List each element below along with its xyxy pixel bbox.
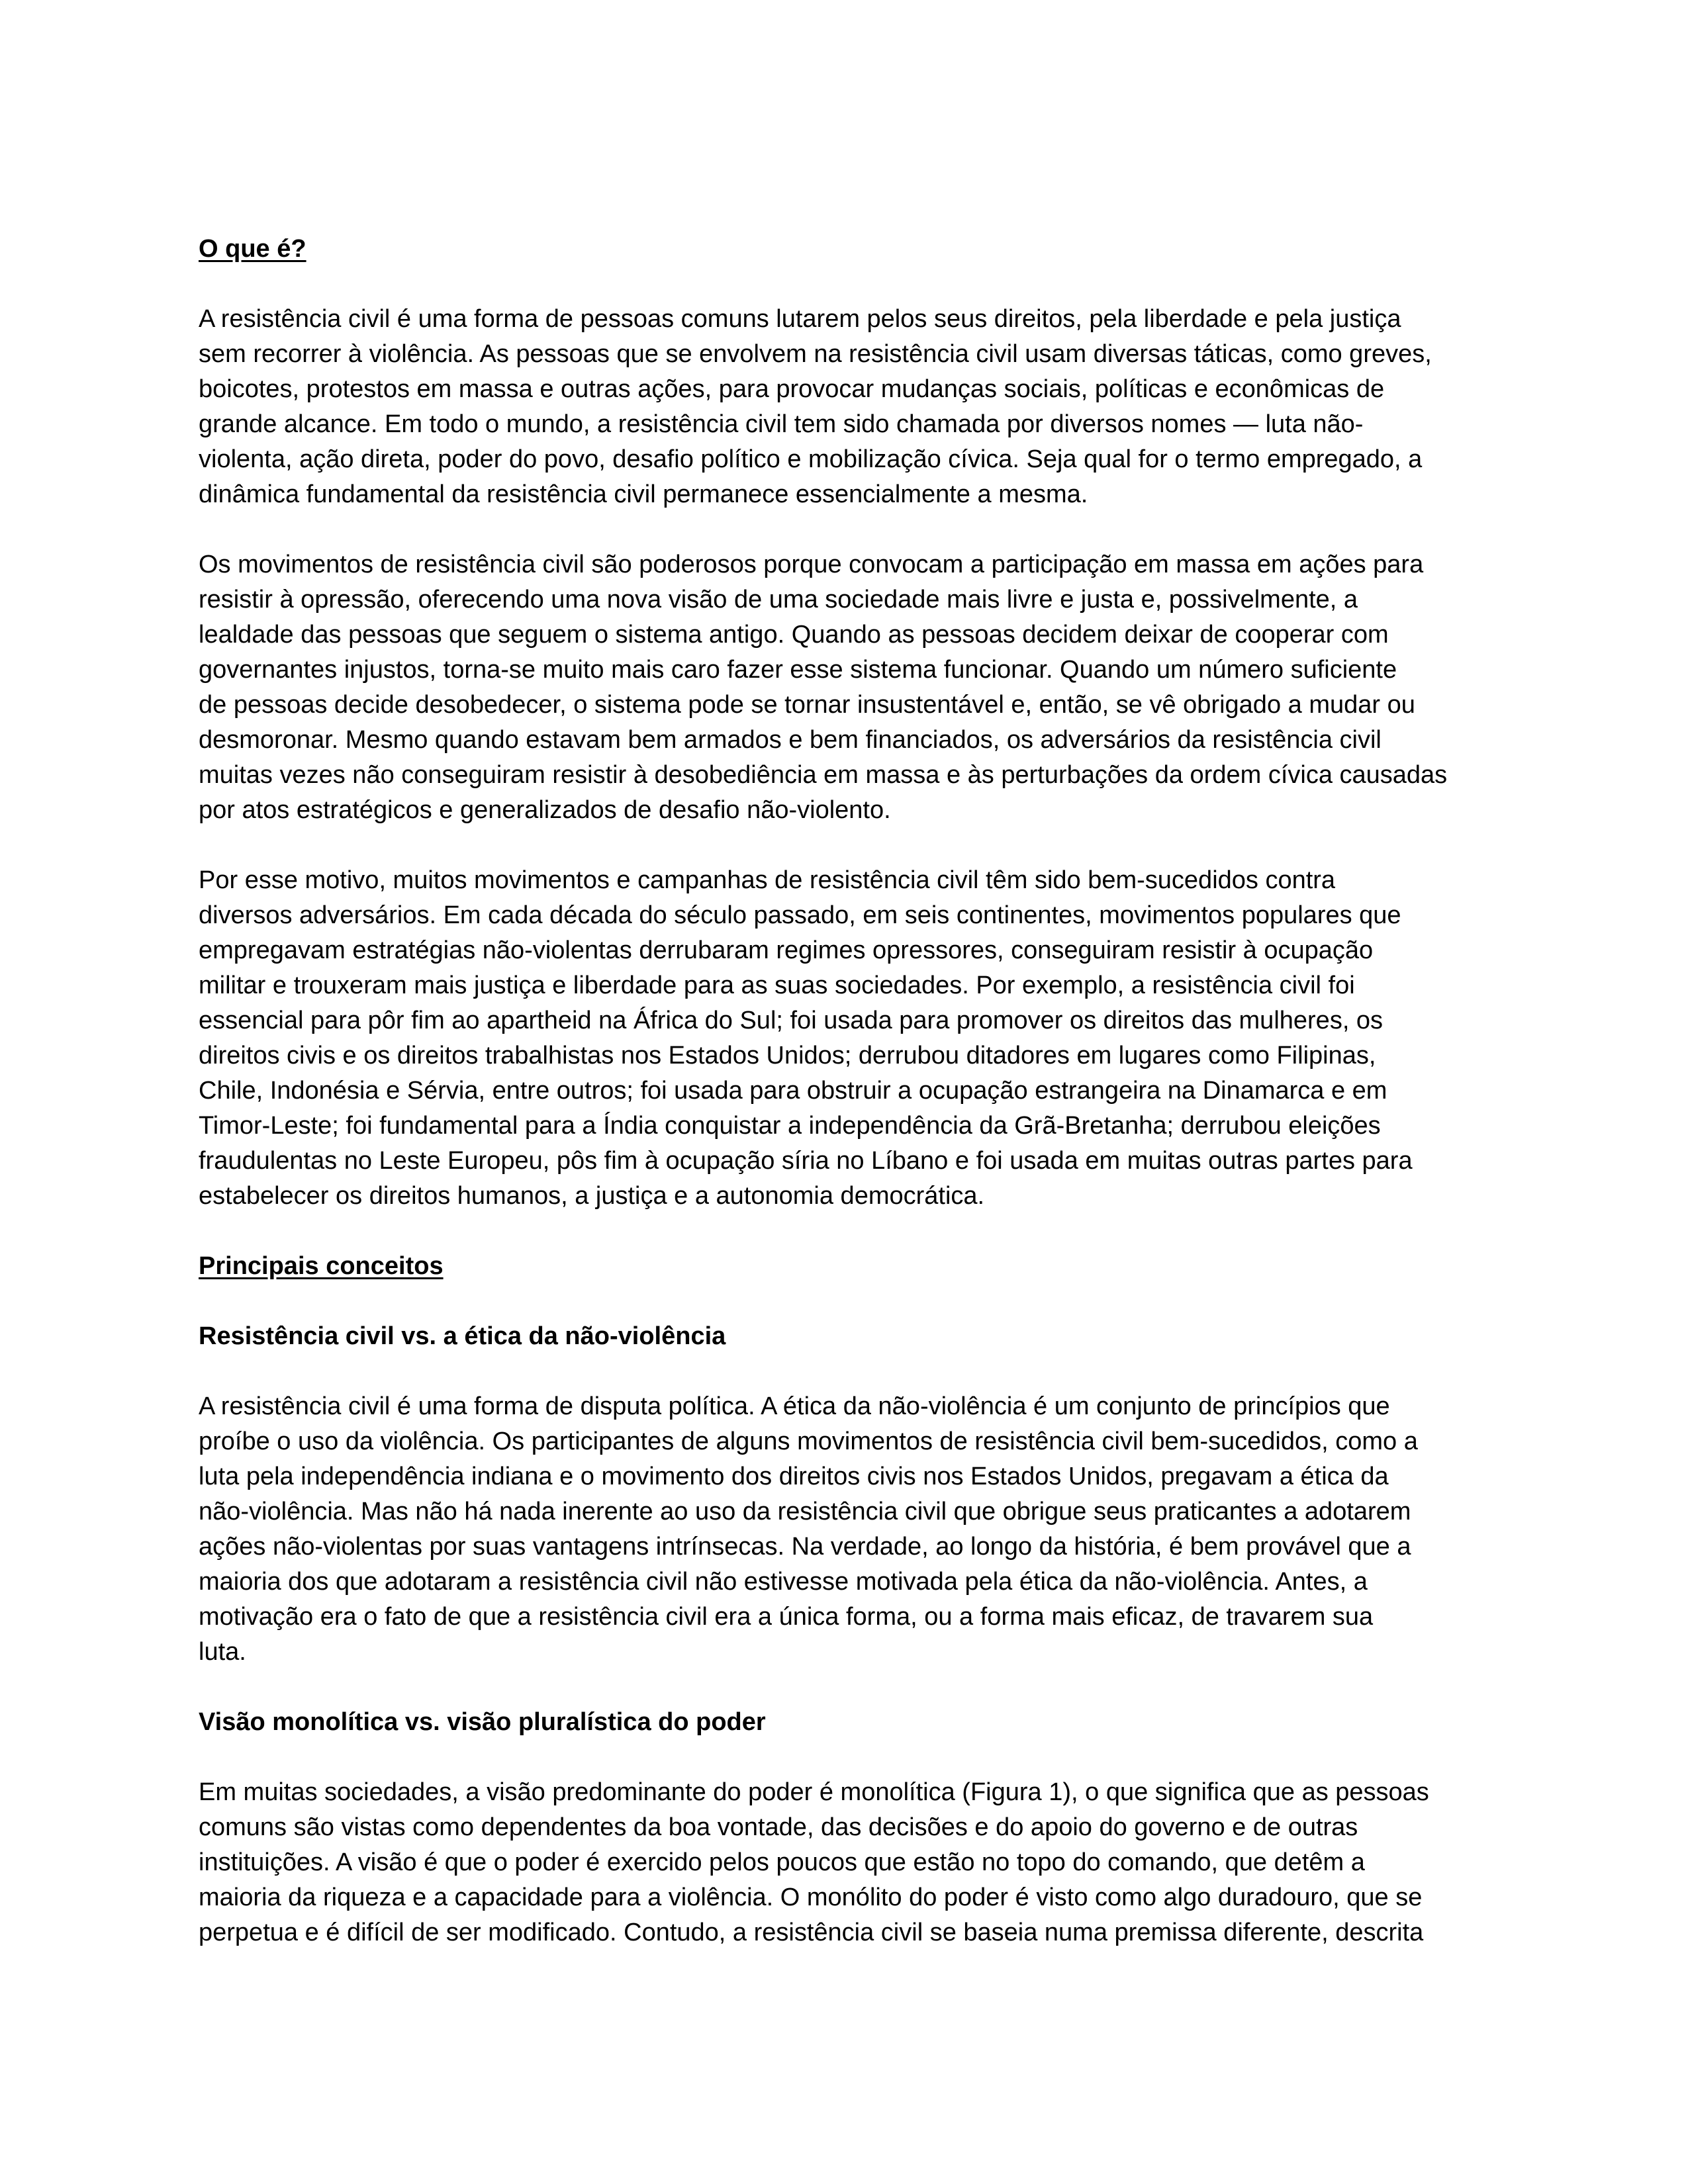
text-line: maioria dos que adotaram a resistência civil não estivesse motivada pela ética da não-violência. Antes, a xyxy=(199,1568,1368,1596)
paragraph-3 xyxy=(199,863,1489,1214)
paragraph-4 xyxy=(199,1389,1489,1670)
text-line: diversos adversários. Em cada década do século passado, em seis continentes, movimentos populares que xyxy=(199,901,1401,929)
text-line: Timor-Leste; foi fundamental para a Índia conquistar a independência da Grã-Bretanha; derrubou eleições xyxy=(199,1112,1381,1140)
text-line: militar e trouxeram mais justiça e liberdade para as suas sociedades. Por exemplo, a resistência civil foi xyxy=(199,972,1355,999)
text-line: luta. xyxy=(199,1638,246,1666)
text-line: Em muitas sociedades, a visão predominante do poder é monolítica (Figura 1), o que significa que as pessoas xyxy=(199,1778,1429,1806)
paragraph-5 xyxy=(199,1775,1489,1950)
text-line: ações não-violentas por suas vantagens intrínsecas. Na verdade, ao longo da história, é bem provável que a xyxy=(199,1533,1411,1561)
text-line: fraudulentas no Leste Europeu, pôs fim à ocupação síria no Líbano e foi usada em muitas outras partes para xyxy=(199,1147,1413,1175)
text-line: lealdade das pessoas que seguem o sistema antigo. Quando as pessoas decidem deixar de cooperar com xyxy=(199,621,1389,649)
subsection-heading-poder: Visão monolítica vs. visão pluralística do poder xyxy=(199,1708,766,1736)
text-line: boicotes, protestos em massa e outras ações, para provocar mudanças sociais, políticas e econômicas de xyxy=(199,375,1385,403)
text-line: direitos civis e os direitos trabalhistas nos Estados Unidos; derrubou ditadores em lugares como Filipinas, xyxy=(199,1042,1376,1069)
text-line: maioria da riqueza e a capacidade para a violência. O monólito do poder é visto como algo duradouro, que se xyxy=(199,1884,1423,1911)
paragraph-2 xyxy=(199,547,1489,828)
text-line: não-violência. Mas não há nada inerente ao uso da resistência civil que obrigue seus praticantes a adotarem xyxy=(199,1498,1411,1525)
section-heading-principais-conceitos: Principais conceitos xyxy=(199,1252,444,1280)
text-line: comuns são vistas como dependentes da boa vontade, das decisões e do apoio do governo e de outras xyxy=(199,1813,1358,1841)
text-line: resistir à opressão, oferecendo uma nova visão de uma sociedade mais livre e justa e, possivelmente, a xyxy=(199,586,1358,614)
text-line: sem recorrer à violência. As pessoas que se envolvem na resistência civil usam diversas táticas, como greves, xyxy=(199,340,1432,368)
text-line: estabelecer os direitos humanos, a justiça e a autonomia democrática. xyxy=(199,1182,985,1210)
text-line: luta pela independência indiana e o movimento dos direitos civis nos Estados Unidos, pregavam a ética da xyxy=(199,1463,1389,1490)
text-line: grande alcance. Em todo o mundo, a resistência civil tem sido chamada por diversos nomes — luta não- xyxy=(199,410,1364,438)
section-heading-o-que-e: O que é? xyxy=(199,235,306,263)
text-line: instituições. A visão é que o poder é exercido pelos poucos que estão no topo do comando, que detêm a xyxy=(199,1848,1365,1876)
text-line: empregavam estratégias não-violentas derrubaram regimes opressores, conseguiram resistir à ocupação xyxy=(199,936,1374,964)
text-line: proíbe o uso da violência. Os participantes de alguns movimentos de resistência civil bem-sucedidos, como a xyxy=(199,1428,1418,1455)
text-line: por atos estratégicos e generalizados de desafio não-violento. xyxy=(199,796,891,824)
text-line: Por esse motivo, muitos movimentos e campanhas de resistência civil têm sido bem-sucedidos contra xyxy=(199,866,1336,894)
text-line: governantes injustos, torna-se muito mais caro fazer esse sistema funcionar. Quando um número suficiente xyxy=(199,656,1397,684)
text-line: Os movimentos de resistência civil são poderosos porque convocam a participação em massa em ações para xyxy=(199,551,1424,578)
text-line: A resistência civil é uma forma de pessoas comuns lutarem pelos seus direitos, pela liberdade e pela justiça xyxy=(199,305,1401,333)
document-page xyxy=(199,232,1489,1985)
text-line: violenta, ação direta, poder do povo, desafio político e mobilização cívica. Seja qual for o termo empregado, a xyxy=(199,445,1423,473)
text-line: desmoronar. Mesmo quando estavam bem armados e bem financiados, os adversários da resistência civil xyxy=(199,726,1382,754)
paragraph-1 xyxy=(199,302,1489,512)
subsection-heading-etica: Resistência civil vs. a ética da não-violência xyxy=(199,1322,726,1350)
text-line: dinâmica fundamental da resistência civil permanece essencialmente a mesma. xyxy=(199,480,1088,508)
text-line: motivação era o fato de que a resistência civil era a única forma, ou a forma mais eficaz, de travarem sua xyxy=(199,1603,1374,1631)
text-line: A resistência civil é uma forma de disputa política. A ética da não-violência é um conjunto de princípios que xyxy=(199,1392,1390,1420)
text-line: perpetua e é difícil de ser modificado. Contudo, a resistência civil se baseia numa premissa diferente, descrita xyxy=(199,1919,1424,1946)
text-line: de pessoas decide desobedecer, o sistema pode se tornar insustentável e, então, se vê obrigado a mudar ou xyxy=(199,691,1415,719)
text-line: essencial para pôr fim ao apartheid na África do Sul; foi usada para promover os direitos das mulheres, os xyxy=(199,1007,1383,1034)
text-line: Chile, Indonésia e Sérvia, entre outros; foi usada para obstruir a ocupação estrangeira na Dinamarca e em xyxy=(199,1077,1387,1105)
text-line: muitas vezes não conseguiram resistir à desobediência em massa e às perturbações da ordem cívica causadas xyxy=(199,761,1448,789)
